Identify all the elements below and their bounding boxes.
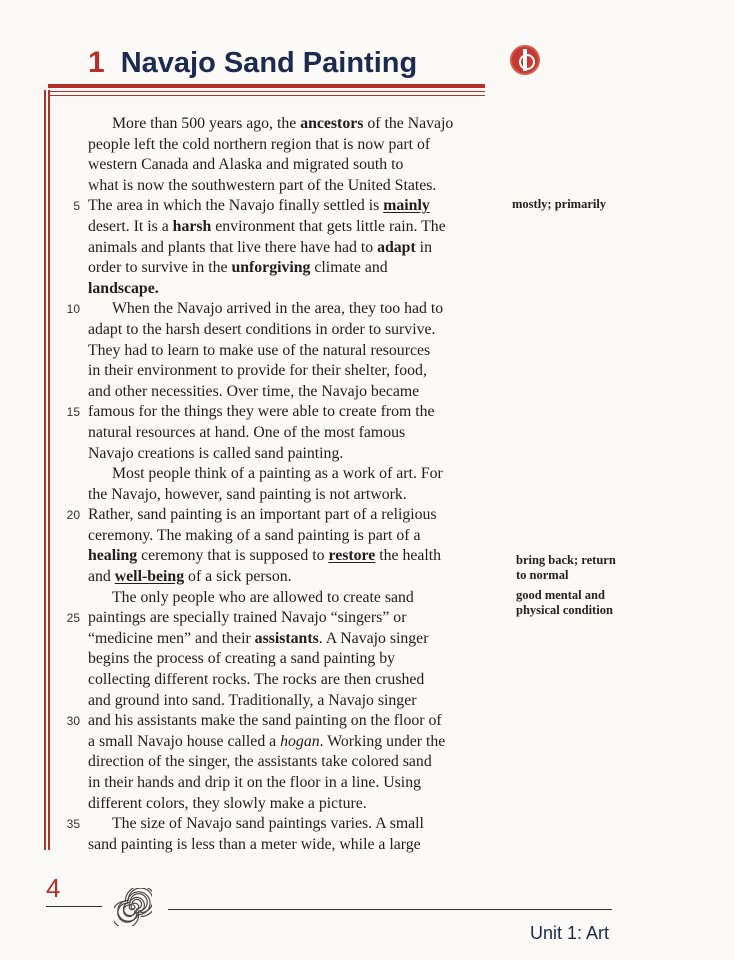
line-text: Most people think of a painting as a work of art. For (112, 465, 443, 483)
line-text: begins the process of creating a sand painting by (88, 650, 396, 668)
chapter-number: 1 (88, 46, 105, 79)
line-text: different colors, they slowly make a picture. (88, 794, 367, 812)
line-text: animals and plants that live there have had to adapt in (88, 238, 432, 256)
reading-passage (66, 114, 498, 855)
page-number-rule (46, 906, 102, 907)
line-text: a small Navajo house called a hogan. Working under the (88, 732, 446, 750)
line-text: order to survive in the unforgiving climate and (88, 259, 388, 277)
line-text: western Canada and Alaska and migrated south to (88, 156, 404, 174)
chapter-title: Navajo Sand Painting (120, 47, 418, 79)
line-text: in their environment to provide for their shelter, food, (88, 362, 427, 380)
line-text: healing ceremony that is supposed to restore the health (88, 547, 442, 565)
text-line (66, 299, 498, 320)
line-text: Rather, sand painting is an important part of a religious (88, 506, 437, 524)
line-text: “medicine men” and their assistants. A Navajo singer (88, 629, 429, 647)
text-line (88, 238, 498, 259)
margin-rule (44, 90, 50, 850)
text-line (88, 752, 498, 773)
text-line (88, 835, 498, 856)
chapter-logo-icon (510, 45, 540, 75)
line-text: famous for the things they were able to create from the (88, 403, 435, 421)
text-line (88, 217, 498, 238)
text-line (88, 588, 498, 609)
text-line (88, 114, 498, 135)
line-number: 10 (66, 302, 80, 317)
line-text: direction of the singer, the assistants take colored sand (88, 753, 432, 771)
text-line (88, 691, 498, 712)
text-line (88, 382, 498, 403)
line-number: 25 (66, 611, 80, 626)
line-text: the Navajo, however, sand painting is not artwork. (88, 485, 407, 503)
text-line (88, 629, 498, 650)
text-line (88, 485, 498, 506)
line-text: people left the cold northern region that is now part of (88, 135, 431, 153)
text-line (88, 773, 498, 794)
line-text: paintings are specially trained Navajo “singers” or (88, 609, 407, 627)
line-text: and other necessities. Over time, the Navajo became (88, 382, 420, 400)
text-line (88, 732, 498, 753)
text-line (66, 505, 498, 526)
line-text: sand painting is less than a meter wide, while a large (88, 835, 421, 853)
line-text: More than 500 years ago, the ancestors of the Navajo (112, 115, 454, 132)
line-text: natural resources at hand. One of the most famous (88, 423, 406, 441)
text-line (88, 176, 498, 197)
text-line (88, 526, 498, 547)
text-line (88, 135, 498, 156)
line-text: They had to learn to make use of the natural resources (88, 341, 431, 359)
text-line (66, 402, 498, 423)
spiral-icon (114, 888, 152, 926)
text-line (88, 444, 498, 465)
unit-label: Unit 1: Art (530, 923, 610, 943)
line-text: The size of Navajo sand paintings varies. A small (112, 815, 424, 833)
title-rule (48, 84, 485, 96)
text-line (88, 464, 498, 485)
line-text: landscape. (88, 279, 159, 297)
gloss-wellbeing: good mental and physical condition (516, 588, 613, 617)
line-text: ceremony. The making of a sand painting is part of a (88, 526, 421, 544)
text-line (88, 546, 498, 567)
gloss-mainly: mostly; primarily (512, 197, 607, 211)
line-number: 5 (73, 199, 80, 214)
line-text: adapt to the harsh desert conditions in order to survive. (88, 320, 436, 338)
line-text: collecting different rocks. The rocks are then crushed (88, 671, 425, 689)
line-number: 30 (66, 714, 80, 729)
line-text: desert. It is a harsh environment that gets little rain. The (88, 217, 446, 235)
text-line (88, 567, 498, 588)
text-line (88, 341, 498, 362)
line-text: Navajo creations is called sand painting. (88, 444, 344, 462)
text-line (88, 279, 498, 300)
gloss-restore: bring back; return to normal (516, 553, 616, 582)
line-text: what is now the southwestern part of the United States. (88, 176, 437, 194)
text-line (88, 258, 498, 279)
text-line (88, 794, 498, 815)
text-line (88, 670, 498, 691)
line-number: 15 (66, 405, 80, 420)
text-line (88, 361, 498, 382)
line-text: When the Navajo arrived in the area, they too had to (112, 300, 444, 318)
line-text: and ground into sand. Traditionally, a Navajo singer (88, 691, 417, 709)
text-line (66, 814, 498, 835)
text-line (73, 196, 498, 217)
text-line (66, 711, 498, 732)
text-line (66, 608, 498, 629)
text-line (88, 423, 498, 444)
line-text: and well-being of a sick person. (88, 568, 292, 586)
text-line (88, 649, 498, 670)
text-line (88, 320, 498, 341)
footer-rule (168, 909, 612, 910)
line-text: The only people who are allowed to create sand (112, 588, 414, 606)
line-text: and his assistants make the sand painting on the floor of (88, 712, 442, 730)
chapter-header (88, 46, 417, 80)
page-number: 4 (46, 873, 61, 903)
line-number: 35 (66, 817, 80, 832)
line-text: The area in which the Navajo finally settled is mainly (88, 197, 430, 215)
text-line (88, 155, 498, 176)
line-text: in their hands and drip it on the floor in a line. Using (88, 774, 421, 791)
line-number: 20 (66, 508, 80, 523)
